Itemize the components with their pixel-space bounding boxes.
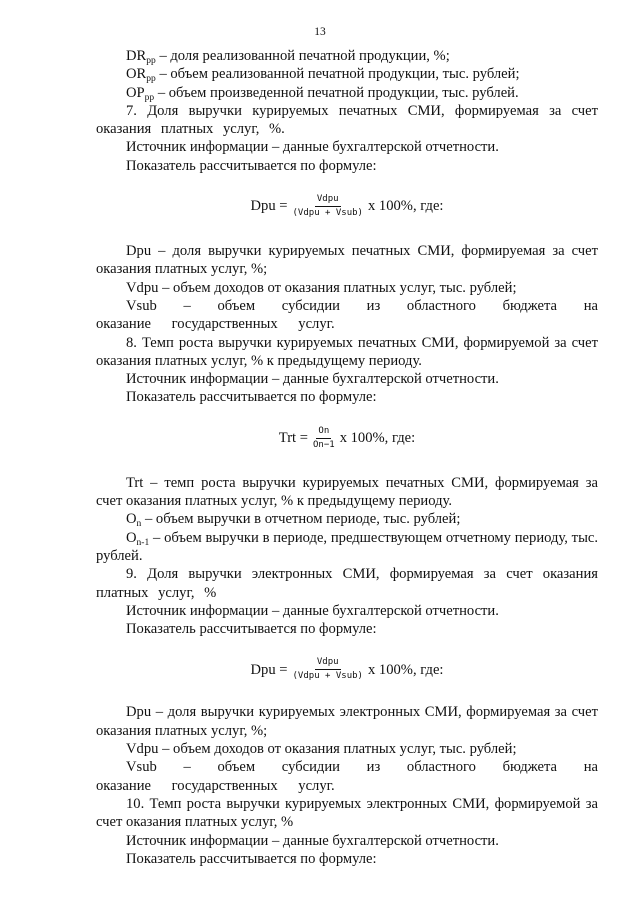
item7-def-vsub: Vsub – объем субсидии из областного бюджета на оказание государственных услуг. bbox=[96, 297, 598, 333]
item8-def-on: $O_n$ – объем выручки в отчетном периоде, тыс. рублей; bbox=[126, 511, 461, 530]
item10-source: Источник информации – данные бухгалтерской отчетности. bbox=[126, 832, 499, 849]
item9-fraction: $\frac{\text{Vdpu}}{\text{(Vdpu + Vsub)}}$ bbox=[292, 657, 363, 682]
item7-formula: Dpu = $\frac{\text{Vdpu}}{\text{(Vdpu + Vsub)}}$ х 100%, где: bbox=[250, 194, 444, 219]
item9-def-vdpu: Vdpu – объем доходов от оказания платных услуг, тыс. рублей; bbox=[126, 741, 517, 758]
item8-formula: Trt = $\frac{On}{On-1}$ х 100%, где: bbox=[278, 425, 416, 450]
item9-source: Источник информации – данные бухгалтерской отчетности. bbox=[126, 602, 499, 619]
item9-calc: Показатель рассчитывается по формуле: bbox=[126, 621, 377, 638]
item9-formula: Dpu = $\frac{\text{Vdpu}}{\text{(Vdpu + Vsub)}}$ х 100%, где: bbox=[250, 657, 444, 682]
item7-source: Источник информации – данные бухгалтерской отчетности. bbox=[126, 139, 499, 156]
page-number: 13 bbox=[314, 26, 326, 38]
item7-def-dpu: Dpu – доля выручки курируемых печатных СМИ, формируемая за счет оказания платных услуг, %; bbox=[96, 243, 598, 278]
item8-def-trt: Trt – темп роста выручки курируемых печатных СМИ, формируемая за счет оказания платных услуг, % к предыдущему периоду. bbox=[96, 474, 598, 510]
item7-def-vdpu: Vdpu – объем доходов от оказания платных услуг, тыс. рублей; bbox=[126, 279, 517, 296]
item7-fraction: $\frac{\text{Vdpu}}{\text{(Vdpu + Vsub)}}$ bbox=[292, 194, 363, 219]
item9-def-dpu: Dpu – доля выручки курируемых электронных СМИ, формируемая за счет оказания платных услуг, %; bbox=[96, 704, 598, 739]
item10-calc: Показатель рассчитывается по формуле: bbox=[126, 850, 377, 867]
item7-title: 7. Доля выручки курируемых печатных СМИ, формируемая за счет оказания платных услуг, %. bbox=[96, 102, 598, 138]
item10-title: 10. Темп роста выручки курируемых электронных СМИ, формируемой за счет оказания платных услуг, % bbox=[96, 795, 598, 831]
def-drpp: $DR_{pp}$ – доля реализованной печатной продукции, %; bbox=[126, 48, 450, 66]
item7-calc: Показатель рассчитывается по формуле: bbox=[126, 157, 377, 174]
item9-title: 9. Доля выручки электронных СМИ, формируемая за счет оказания платных услуг, % bbox=[96, 566, 598, 601]
item8-source: Источник информации – данные бухгалтерской отчетности. bbox=[126, 371, 499, 388]
page-content bbox=[96, 47, 598, 868]
item8-title: 8. Темп роста выручки курируемых печатных СМИ, формируемой за счет оказания платных услуг, % к предыдущему периоду. bbox=[96, 334, 598, 369]
def-oppp: $OP_{pp}$ – объем произведенной печатной продукции, тыс. рублей. bbox=[126, 84, 519, 103]
item9-def-vsub: Vsub – объем субсидии из областного бюджета на оказание государственных услуг. bbox=[96, 759, 598, 794]
def-orpp: $OR_{pp}$ – объем реализованной печатной продукции, тыс. рублей; bbox=[126, 66, 520, 85]
item8-calc: Показатель рассчитывается по формуле: bbox=[126, 389, 377, 406]
item8-def-on1: $O_{n-1}$ – объем выручки в периоде, предшествующем отчетному периоду, тыс. рублей. bbox=[96, 529, 598, 564]
item8-fraction: $\frac{On}{On-1}$ bbox=[313, 425, 335, 450]
